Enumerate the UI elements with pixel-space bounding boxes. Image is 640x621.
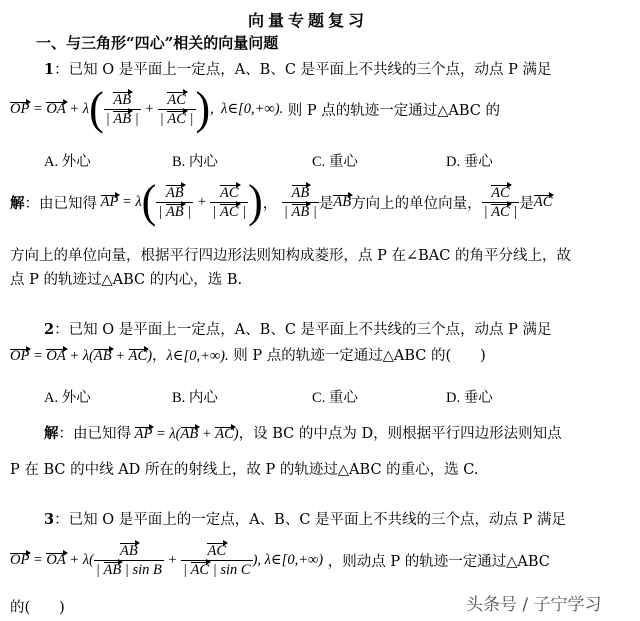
q1-solution-d: 是 (519, 195, 534, 212)
q1-solution-label: 解 (10, 194, 25, 212)
q3-stem (44, 508, 566, 529)
q3-lambda-range: λ∈[0,+∞) (264, 551, 324, 568)
q2-tail: 则 P 点的轨迹一定通过△ABC 的( ) (233, 348, 486, 364)
q2-option-d: D. 垂心 (446, 390, 493, 406)
q3-number: 3 (44, 511, 55, 528)
q1-solution-line3: 点 P 的轨迹过△ABC 的内心，选 B. (10, 272, 243, 288)
q2-solution-line2: P 在 BC 的中线 AD 所在的射线上，故 P 的轨迹过△ABC 的重心，选 C. (10, 462, 479, 478)
q1-stem-text: ：已知 O 是平面上一定点，A、B、C 是平面上不共线的三个点，动点 P 满足 (54, 62, 552, 78)
q1-option-c: C. 重心 (312, 154, 358, 170)
q2-option-b: B. 内心 (172, 390, 218, 406)
q2-option-c: C. 重心 (312, 390, 358, 406)
q1-stem (44, 58, 552, 79)
q2-solution: 解：由已知得 AP = λ(AB + AC)，设 BC 的中点为 D，则根据平行四边形法则知点 (44, 425, 562, 442)
q2-solution-a: ：由已知得 (58, 426, 131, 442)
q1-option-d: D. 垂心 (446, 154, 493, 170)
q1-solution: 解 ：由已知得 AP = λ ( $\frac{AB}{| AB |}$ + $\frac{AC}{| AC |}$ ) ， $\frac{AB}{| AB |}$ 是 AB 方向上的单位向量， $\frac{AC}{| AC |}$ 是 AC (10, 175, 553, 228)
q2-lambda-range: λ∈[0,+∞). (166, 348, 229, 364)
q1-solution-b: 是 (318, 195, 334, 212)
q3-line3: 的( ) (10, 600, 65, 616)
q2-solution-label: 解 (44, 425, 59, 442)
q2-option-a: A. 外心 (44, 390, 91, 406)
doc-title: 向量专题复习 (248, 11, 369, 30)
watermark: 头条号 / 子宁学习 (466, 595, 602, 615)
q1-solution-line2: 方向上的单位向量，根据平行四边形法则知构成菱形，点 P 在∠BAC 的角平分线上，故 (10, 248, 571, 264)
q1-number: 1 (44, 61, 55, 78)
q1-solution-c: 方向上的单位向量， (351, 195, 482, 212)
q2-stem (44, 318, 552, 339)
q3-formula: OP = OA + λ( $\frac{AB}{\text{| AB | sin B}}$ + $\frac{AC}{\text{| AC | sin C}}$ ), λ∈[0,+∞) ， 则动点 P 的轨迹一定通过△ABC (10, 542, 550, 578)
q1-solution-a: ：由已知得 (24, 195, 97, 212)
section-heading: 一、与三角形“四心”相关的向量问题 (36, 34, 279, 52)
q1-option-b: B. 内心 (172, 154, 218, 170)
q2-solution-b: ，设 BC 的中点为 D，则根据平行四边形法则知点 (238, 426, 562, 442)
q1-tail: 则 P 点的轨迹一定通过△ABC 的 (287, 102, 500, 119)
q1-lambda-range: λ∈[0,+∞). (221, 100, 284, 117)
q2-number: 2 (44, 321, 55, 338)
q1-option-a: A. 外心 (44, 154, 91, 170)
q3-stem-text: ：已知 O 是平面上的一定点，A、B、C 是平面上不共线的三个点，动点 P 满足 (54, 512, 567, 528)
q1-formula: OP = OA + λ ( $\frac{AB}{| AB |}$ + $\frac{AC}{| AC |}$ ) , λ∈[0,+∞). 则 P 点的轨迹一定通过△ABC 的 (10, 82, 500, 135)
q2-stem-text: ：已知 O 是平面上一定点，A、B、C 是平面上不共线的三个点，动点 P 满足 (54, 322, 552, 338)
q2-formula: OP = OA + λ(AB + AC)，λ∈[0,+∞). 则 P 点的轨迹一定通过△ABC 的( ) (10, 348, 486, 364)
q3-tail: 则动点 P 的轨迹一定通过△ABC (342, 553, 550, 570)
